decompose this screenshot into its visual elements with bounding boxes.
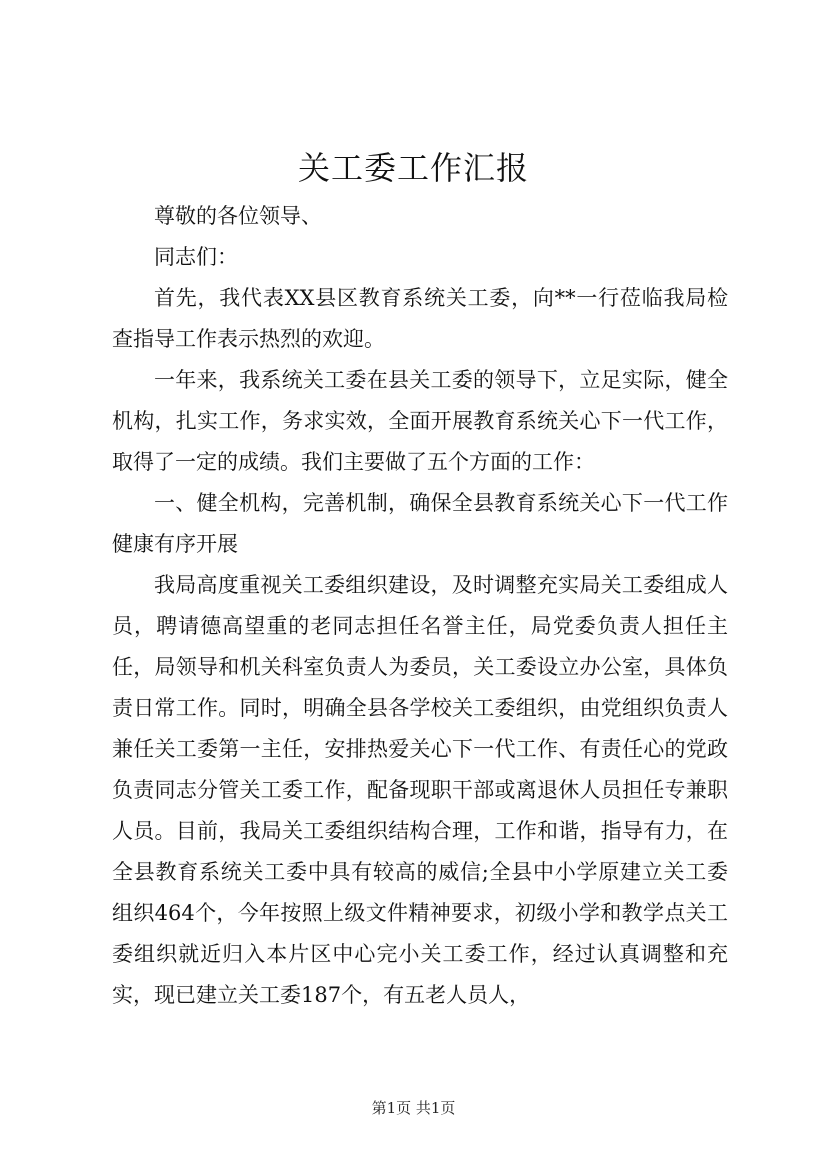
- paragraph-welcome: 首先，我代表XX县区教育系统关工委，向**一行莅临我局检查指导工作表示热烈的欢迎。: [112, 286, 728, 351]
- section-heading-1: 一、健全机构，完善机制，确保全县教育系统关心下一代工作健康有序开展: [112, 491, 728, 556]
- salutation-line-1: 尊敬的各位领导、: [154, 204, 322, 228]
- paragraph-overview: 一年来，我系统关工委在县关工委的领导下，立足实际，健全机构，扎实工作，务求实效，全面开展教育系统关心下一代工作，取得了一定的成绩。我们主要做了五个方面的工作：: [112, 368, 728, 474]
- salutation-line-2: 同志们：: [154, 245, 238, 269]
- paragraph-organization: 我局高度重视关工委组织建设，及时调整充实局关工委组成人员，聘请德高望重的老同志担任名誉主任，局党委负责人担任主任，局领导和机关科室负责人为委员，关工委设立办公室，具体负责日常工作。同时，明确全县各学校关工委组织，由党组织负责人兼任关工委第一主任，安排热爱关心下一代工作、有责任心的党政负责同志分管关工委工作，配备现职干部或离退休人员担任专兼职人员。目前，我局关工委组织结构合理，工作和谐，指导有力，在全县教育系统关工委中具有较高的威信;全县中小学原建立关工委组织464个，今年按照上级文件精神要求，初级小学和教学点关工委组织就近归入本片区中心完小关工委工作，经过认真调整和充实，现已建立关工委187个，有五老人员人，: [112, 573, 728, 1007]
- page-footer: 第1页 共1页: [371, 1099, 456, 1117]
- document-title: 关工委工作汇报: [297, 149, 529, 187]
- document-body: [112, 196, 728, 1016]
